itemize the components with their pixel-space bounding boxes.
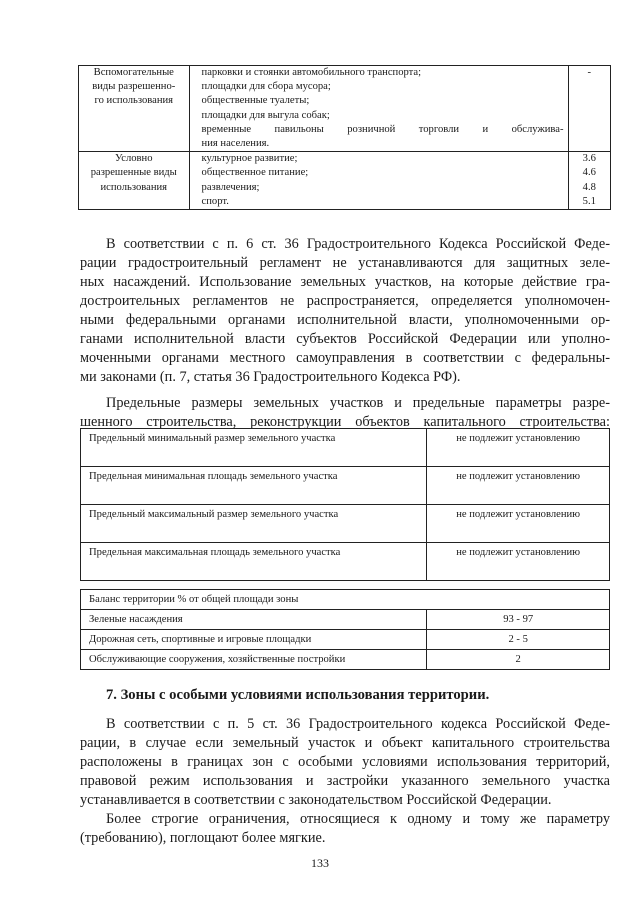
table-row	[81, 505, 610, 543]
table-row	[81, 650, 610, 670]
use-category-cell: Вспомогательные виды разрешенно- го использования	[79, 66, 190, 152]
use-code-cell: -	[568, 66, 610, 152]
parameter-cell: Предельная минимальная площадь земельного участка	[81, 467, 427, 505]
territory-balance-table	[80, 589, 610, 670]
balance-item-cell: Обслуживающие сооружения, хозяйственные постройки	[81, 650, 427, 670]
value-cell: не подлежит установлению	[427, 429, 610, 467]
table-row	[81, 543, 610, 581]
section-heading: 7. Зоны с особыми условиями использования территории.	[106, 687, 490, 703]
table-row	[79, 152, 611, 210]
paragraph-regulation-exemption: В соответствии с п. 6 ст. 36 Градостроительного Кодекса Российской Феде- рации градостроительный регламент не устанавливаются для защитных зеле- ных насаждений. Использование земельных участков, на которые действие гра- достроительных регламентов не распространяется, определяется уполномочен- ными федеральными органами исполнительной власти, уполномоченными ор- ганами исполнительной власти субъектов Российской Федерации или уполно- моченными органами местного самоуправления в соответствии с федеральны- ми законами (п. 7, статья 36 Градостроительного Кодекса РФ).	[80, 236, 610, 385]
table-row	[81, 429, 610, 467]
balance-value-cell: 93 - 97	[427, 610, 610, 630]
table-row	[81, 610, 610, 630]
permitted-uses-table	[78, 65, 611, 210]
balance-value-cell: 2	[427, 650, 610, 670]
table-row	[81, 467, 610, 505]
use-list-cell: парковки и стоянки автомобильного транспорта; площадки для сбора мусора; общественные туалеты; площадки для выгула собак; временные павильоны розничной торговли и обслужива- ния населения.	[189, 66, 568, 152]
value-cell: не подлежит установлению	[427, 467, 610, 505]
paragraph-size-limits: Предельные размеры земельных участков и предельные параметры разре- шенного строительства, реконструкции объектов капитального строительства:	[80, 395, 610, 430]
parameter-cell: Предельный максимальный размер земельного участка	[81, 505, 427, 543]
parameter-cell: Предельная максимальная площадь земельного участка	[81, 543, 427, 581]
table-row	[79, 66, 611, 152]
use-code-cell: 3.6 4.6 4.8 5.1	[568, 152, 610, 210]
use-category-cell: Условно разрешенные виды использования	[79, 152, 190, 210]
table-row	[81, 630, 610, 650]
value-cell: не подлежит установлению	[427, 505, 610, 543]
value-cell: не подлежит установлению	[427, 543, 610, 581]
limit-parameters-table	[80, 428, 610, 581]
paragraph-special-zones: В соответствии с п. 5 ст. 36 Градостроительного кодекса Российской Феде- рации, в случае если земельный участок и объект капитального строительства расположены в границах зон с особыми условиями использования территорий, правовой режим использования и застройки указанного земельного участка устанавливается в соответствии с законодательством Российской Федерации.	[80, 716, 610, 808]
balance-value-cell: 2 - 5	[427, 630, 610, 650]
paragraph-strict-restrictions: Более строгие ограничения, относящиеся к одному и тому же параметру (требованию), поглощают более мягкие.	[80, 811, 610, 846]
parameter-cell: Предельный минимальный размер земельного участка	[81, 429, 427, 467]
table-header-row	[81, 590, 610, 610]
balance-item-cell: Зеленые насаждения	[81, 610, 427, 630]
balance-item-cell: Дорожная сеть, спортивные и игровые площадки	[81, 630, 427, 650]
balance-header-cell: Баланс территории % от общей площади зоны	[81, 590, 610, 610]
use-list-cell: культурное развитие; общественное питание; развлечения; спорт.	[189, 152, 568, 210]
page-number: 133	[311, 856, 329, 870]
